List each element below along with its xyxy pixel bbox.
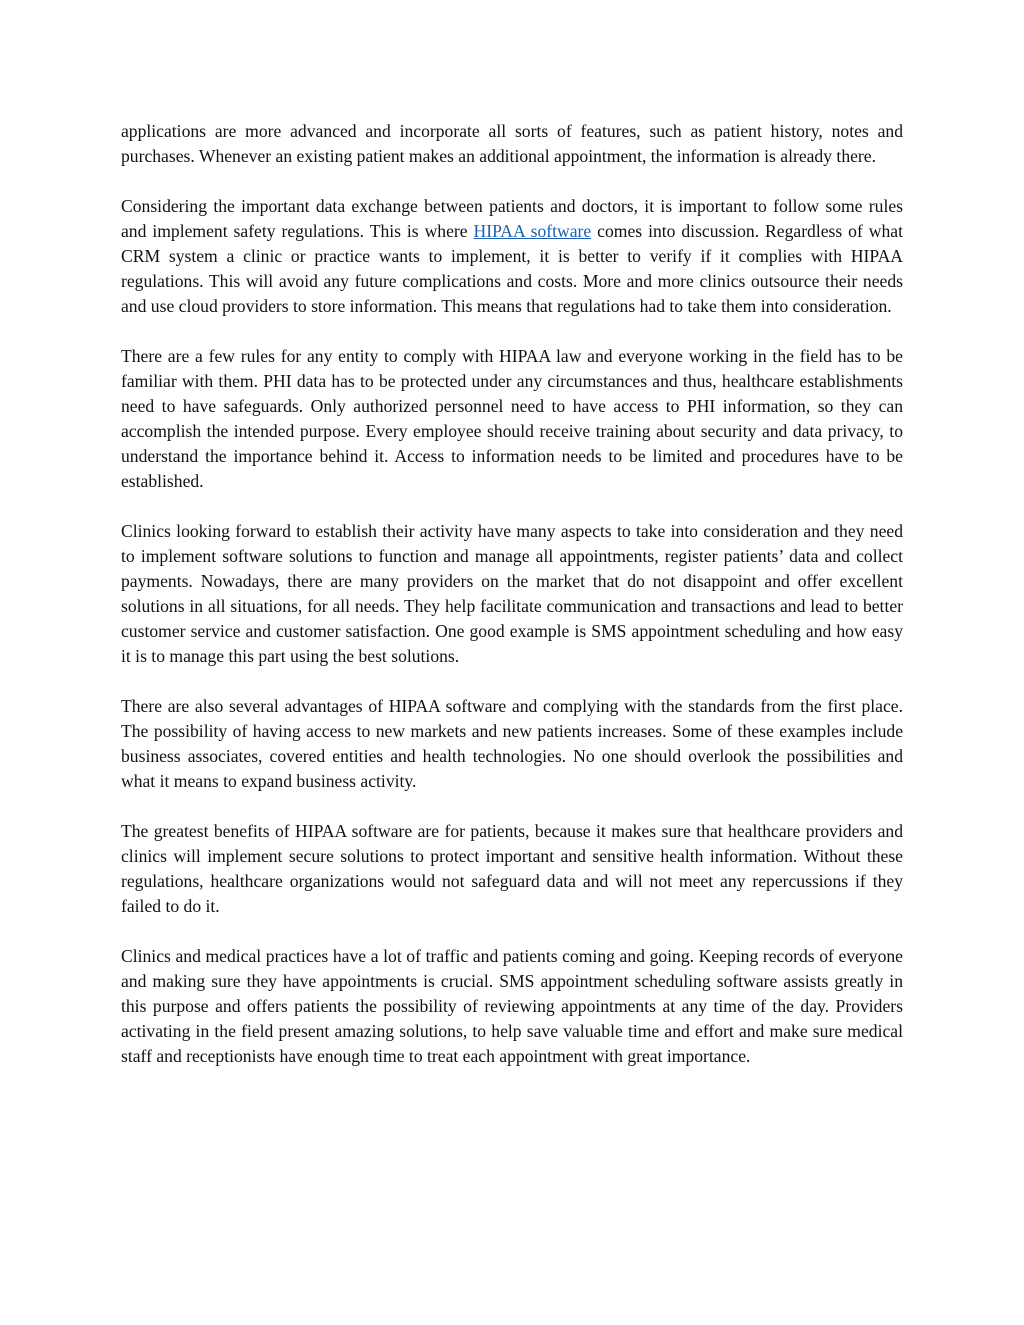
paragraph-5: There are also several advantages of HIPAA software and complying with the standards from the first place. The possibility of having access to new markets and new patients increases. Some of these examples include business associates, covered entities and health technologies. No one should overlook the possibilities and what it means to expand business activity.: [121, 696, 903, 791]
document-body: [121, 119, 903, 1069]
paragraph-7: Clinics and medical practices have a lot of traffic and patients coming and going. Keeping records of everyone and making sure they have appointments is crucial. SMS appointment scheduling software assists greatly in this purpose and offers patients the possibility of reviewing appointments at any time of the day. Providers activating in the field present amazing solutions, to help save valuable time and effort and make sure medical staff and receptionists have enough time to treat each appointment with great importance.: [121, 946, 903, 1066]
paragraph-2: [121, 194, 903, 319]
paragraph-6: The greatest benefits of HIPAA software are for patients, because it makes sure that healthcare providers and clinics will implement secure solutions to protect important and sensitive health information. Without these regulations, healthcare organizations would not safeguard data and will not meet any repercussions if they failed to do it.: [121, 821, 903, 916]
hipaa-software-link[interactable]: HIPAA software: [473, 221, 592, 241]
paragraph-2-text-after: comes into discussion. Regardless of what CRM system a clinic or practice wants to implement, it is better to verify if it complies with HIPAA regulations. This will avoid any future complications and costs. More and more clinics outsource their needs and use cloud providers to store information. This means that regulations had to take them into consideration.: [121, 221, 903, 316]
paragraph-1: applications are more advanced and incorporate all sorts of features, such as patient history, notes and purchases. Whenever an existing patient makes an additional appointment, the information is already there.: [121, 121, 903, 166]
paragraph-3: There are a few rules for any entity to comply with HIPAA law and everyone working in the field has to be familiar with them. PHI data has to be protected under any circumstances and thus, healthcare establishments need to have safeguards. Only authorized personnel need to have access to PHI information, so they can accomplish the intended purpose. Every employee should receive training about security and data privacy, to understand the importance behind it. Access to information needs to be limited and procedures have to be established.: [121, 346, 903, 491]
paragraph-2-text-before: Considering the important data exchange between patients and doctors, it is important to follow some rules and implement safety regulations. This is where: [121, 196, 903, 241]
paragraph-4: Clinics looking forward to establish their activity have many aspects to take into consideration and they need to implement software solutions to function and manage all appointments, register patients’ data and collect payments. Nowadays, there are many providers on the market that do not disappoint and offer excellent solutions in all situations, for all needs. They help facilitate communication and transactions and lead to better customer service and customer satisfaction. One good example is SMS appointment scheduling and how easy it is to manage this part using the best solutions.: [121, 521, 903, 666]
